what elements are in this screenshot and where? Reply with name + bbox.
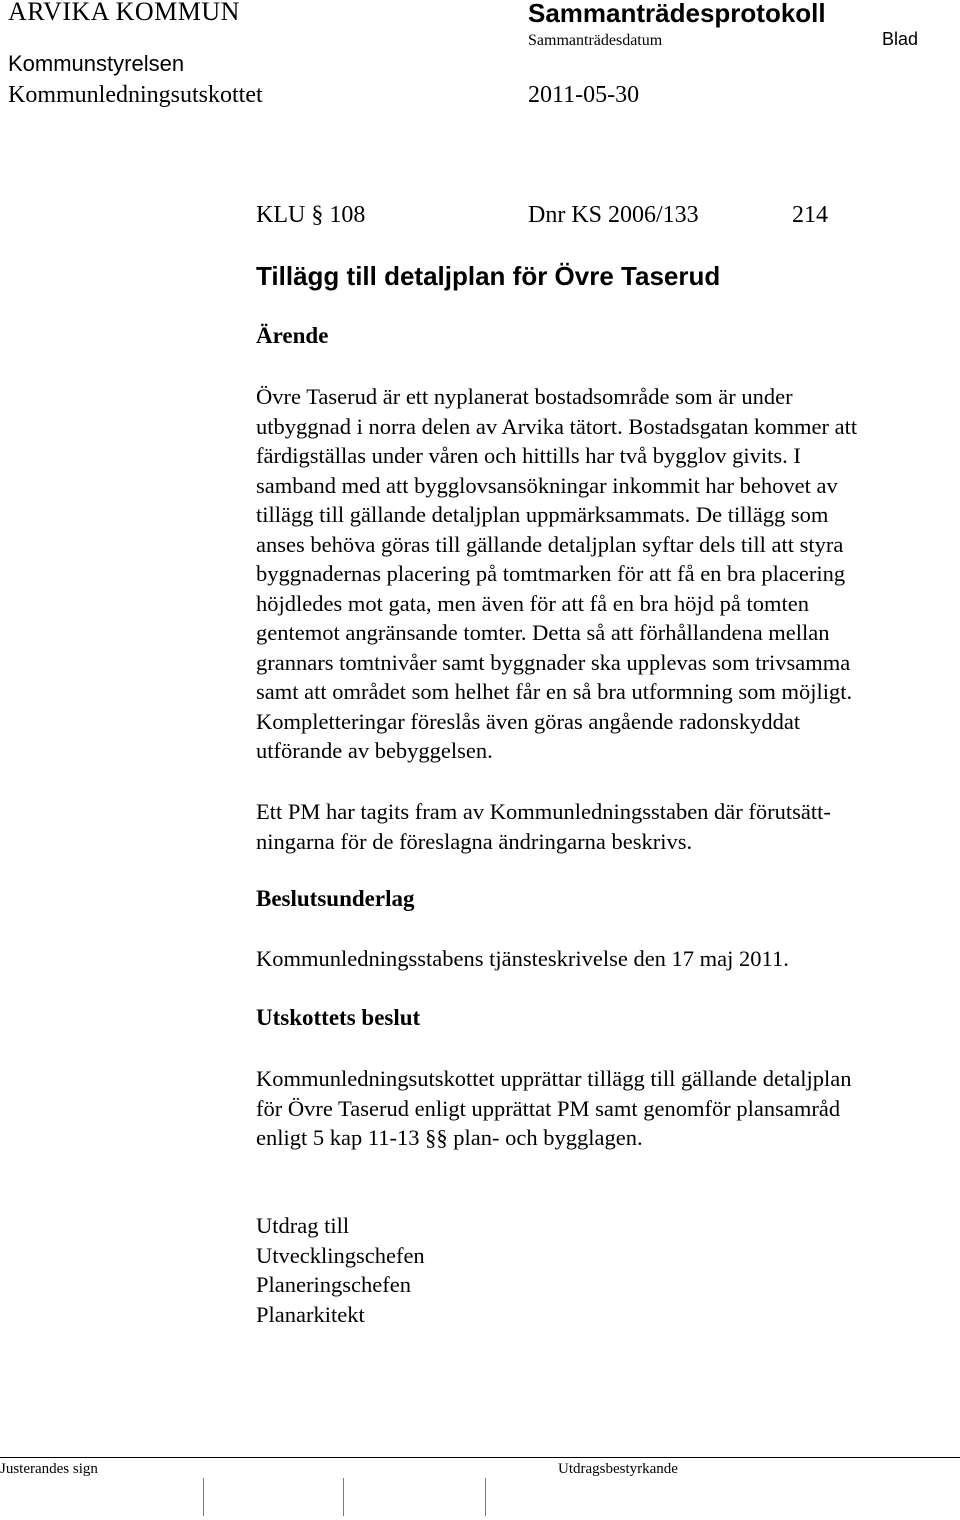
- utskottets-beslut-body: [256, 1064, 956, 1153]
- utskottets-beslut-heading: Utskottets beslut: [256, 1005, 421, 1030]
- extract-certification-label: Utdragsbestyrkande: [558, 1461, 678, 1477]
- distribution-item: Planarkitekt: [256, 1301, 365, 1327]
- pm-paragraph: [256, 797, 956, 856]
- arende-line: gentemot angränsande tomter. Detta så att förhållandena mellan: [256, 620, 830, 645]
- meeting-date-label: Sammanträdesdatum: [528, 32, 663, 49]
- meeting-date: 2011-05-30: [528, 82, 640, 108]
- arende-line: anses behöva göras till gällande detaljplan syftar dels till att styra: [256, 531, 844, 557]
- signature-box-divider: [203, 1478, 204, 1516]
- arende-line: färdigställas under våren och hittills har två bygglov givits. I: [256, 443, 801, 468]
- arende-line: samt att området som helhet får en så bra utformning som möjligt.: [256, 679, 853, 704]
- arende-line: utbyggnad i norra delen av Arvika tätort. Bostadsgatan kommer att: [256, 413, 858, 439]
- arende-line: Kompletteringar föreslås även göras angående radonskyddat: [256, 708, 801, 734]
- arende-line: samband med att bygglovsansökningar inkommit har behovet av: [256, 472, 838, 498]
- arende-line: grannars tomtnivåer samt byggnader ska upplevas som trivsamma: [256, 649, 851, 675]
- arende-line: utförande av bebyggelsen.: [256, 738, 493, 763]
- committee-name: Kommunledningsutskottet: [8, 82, 263, 108]
- signature-label: Justerandes sign: [0, 1461, 98, 1477]
- signature-box-divider: [485, 1478, 486, 1516]
- beslut-line: Kommunledningsutskottet upprättar tillägg till gällande detaljplan: [256, 1066, 852, 1091]
- protocol-title: Sammanträdesprotokoll: [528, 0, 826, 28]
- arende-body: [256, 382, 956, 766]
- beslutsunderlag-heading: Beslutsunderlag: [256, 886, 415, 911]
- arende-line: byggnadernas placering på tomtmarken för att få en bra placering: [256, 561, 846, 586]
- arende-line: Övre Taserud är ett nyplanerat bostadsområde som är under: [256, 384, 793, 409]
- pm-line: ningarna för de föreslagna ändringarna beskrivs.: [256, 828, 693, 854]
- document-title: Tillägg till detaljplan för Övre Taserud: [256, 261, 721, 291]
- beslut-line: enligt 5 kap 11-13 §§ plan- och bygglagen.: [256, 1125, 643, 1150]
- case-paragraph-number: KLU § 108: [256, 202, 366, 228]
- organization-name: ARVIKA KOMMUN: [8, 0, 240, 26]
- pm-line: Ett PM har tagits fram av Kommunledningsstaben där förutsätt-: [256, 799, 831, 824]
- signature-box-divider: [343, 1478, 344, 1516]
- arende-heading: Ärende: [256, 323, 329, 348]
- beslutsunderlag-body: [256, 944, 956, 974]
- board-name: Kommunstyrelsen: [8, 51, 185, 76]
- distribution-item: Utdrag till: [256, 1213, 350, 1238]
- distribution-list: [256, 1211, 956, 1329]
- case-registration-number: Dnr KS 2006/133: [528, 202, 699, 228]
- distribution-item: Utvecklingschefen: [256, 1242, 425, 1268]
- footer-divider: [0, 1457, 960, 1458]
- page-label: Blad: [882, 29, 919, 49]
- beslut-line: för Övre Taserud enligt upprättat PM samt genomför plansamråd: [256, 1095, 841, 1121]
- case-page-number: 214: [792, 202, 828, 228]
- distribution-item: Planeringschefen: [256, 1272, 411, 1297]
- arende-line: höjdledes mot gata, men även för att få en bra höjd på tomten: [256, 590, 809, 616]
- beslutsunderlag-line: Kommunledningsstabens tjänsteskrivelse den 17 maj 2011.: [256, 946, 789, 971]
- arende-line: tillägg till gällande detaljplan uppmärksammats. De tillägg som: [256, 502, 829, 527]
